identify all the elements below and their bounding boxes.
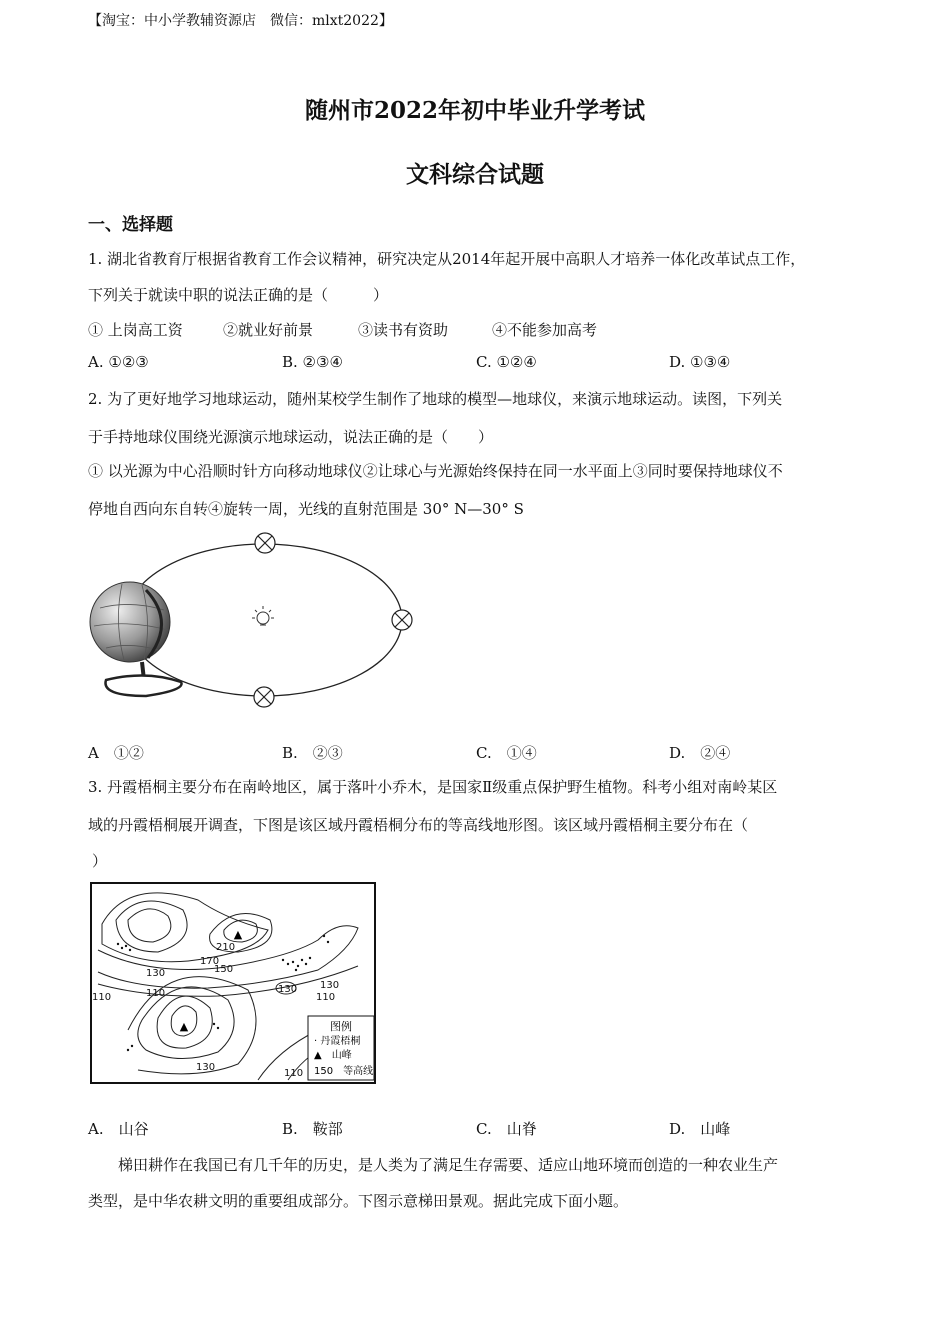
q3-option-b[interactable]: B. 鞍部 [282,1120,343,1138]
q2-option-a[interactable]: A ①② [88,744,144,762]
q1-option-d[interactable]: D. ①③④ [669,353,731,371]
q2-stem-line2: 于手持地球仪围绕光源演示地球运动，说法正确的是（ ） [88,428,494,446]
q1-stem-line1: 1. 湖北省教育厅根据省教育工作会议精神，研究决定从2014年起开展中高职人才培养一体化改革试点工作， [88,250,806,268]
exam-subtitle: 文科综合试题 [406,161,544,188]
contour-label: 150 [214,964,234,975]
q3-option-a[interactable]: A. 山谷 [88,1120,149,1138]
q3-stem-line1: 3. 丹霞梧桐主要分布在南岭地区，属于落叶小乔木，是国家Ⅱ级重点保护野生植物。科考小组对南岭某区 [88,778,778,796]
legend-item-contour: 150 等高线 [314,1066,374,1077]
q2-stem-line3: ① 以光源为中心沿顺时针方向移动地球仪②让球心与光源始终保持在同一水平面上③同时要保持地球仪不 [88,462,783,480]
peak-icon-upper: ▲ [233,928,243,941]
q2-option-c[interactable]: C. ①④ [476,744,537,762]
legend-title: 图例 [330,1020,352,1033]
contour-label: 110 [316,992,336,1003]
peak-icon-lower: ▲ [179,1020,189,1033]
light-bulb-icon [252,606,274,625]
q3-option-d[interactable]: D. 山峰 [669,1120,731,1138]
contour-label: 130 [320,980,340,991]
legend-item-tree: · 丹霞梧桐 [314,1036,361,1047]
q1-option-b[interactable]: B. ②③④ [282,353,343,371]
q1-item-1: ① 上岗高工资 [88,321,183,339]
exam-title: 随州市2022年初中毕业升学考试 [304,97,645,124]
q1-item-4: ④不能参加高考 [492,321,598,339]
q1-option-c[interactable]: C. ①②④ [476,353,537,371]
q3-option-c[interactable]: C. 山脊 [476,1120,537,1138]
contour-label: 210 [216,942,236,953]
passage-line2: 类型，是中华农耕文明的重要组成部分。下图示意梯田景观。据此完成下面小题。 [88,1192,629,1210]
q2-option-b[interactable]: B. ②③ [282,744,343,762]
contour-label: 110 [92,992,112,1003]
orbit-globe-bottom [254,687,274,707]
q2-stem-line4: 停地自西向东自转④旋转一周，光线的直射范围是 30° N—30° S [88,500,524,518]
q3-stem-line2: 域的丹霞梧桐展开调查，下图是该区域丹霞梧桐分布的等高线地形图。该区域丹霞梧桐主要分布在（ [88,816,749,834]
orbit-globe-top [255,533,275,553]
section-heading: 一、选择题 [88,215,173,235]
q3-stem-line3: ） [92,852,108,870]
contour-label: 110 [284,1068,304,1079]
q1-item-3: ③读书有资助 [358,321,449,339]
q2-stem-line1: 2. 为了更好地学习地球运动，随州某校学生制作了地球的模型—地球仪，来演示地球运动。读图，下列关 [88,390,783,408]
contour-label: 130 [146,968,166,979]
legend-item-peak: ▲ 山峰 [314,1050,352,1061]
contour-label: 110 [146,988,166,999]
desk-globe-icon [90,582,182,696]
map-legend [308,1016,374,1080]
contour-map [88,880,378,1086]
contour-label: 130 [196,1062,216,1073]
passage-line1: 梯田耕作在我国已有几千年的历史，是人类为了满足生存需要、适应山地环境而创造的一种农业生产 [118,1156,779,1174]
q2-option-d[interactable]: D. ②④ [669,744,731,762]
contour-label: 130 [278,984,298,995]
earth-orbit-figure [86,530,426,720]
page-header: 【淘宝：中小学教辅资源店 微信：mlxt2022】 [88,13,393,29]
q1-item-2: ②就业好前景 [223,321,314,339]
q1-stem-line2: 下列关于就读中职的说法正确的是（ ） [88,286,389,304]
q1-option-a[interactable]: A. ①②③ [88,353,149,371]
orbit-globe-right [392,610,412,630]
contour-label: 170 [200,956,220,967]
